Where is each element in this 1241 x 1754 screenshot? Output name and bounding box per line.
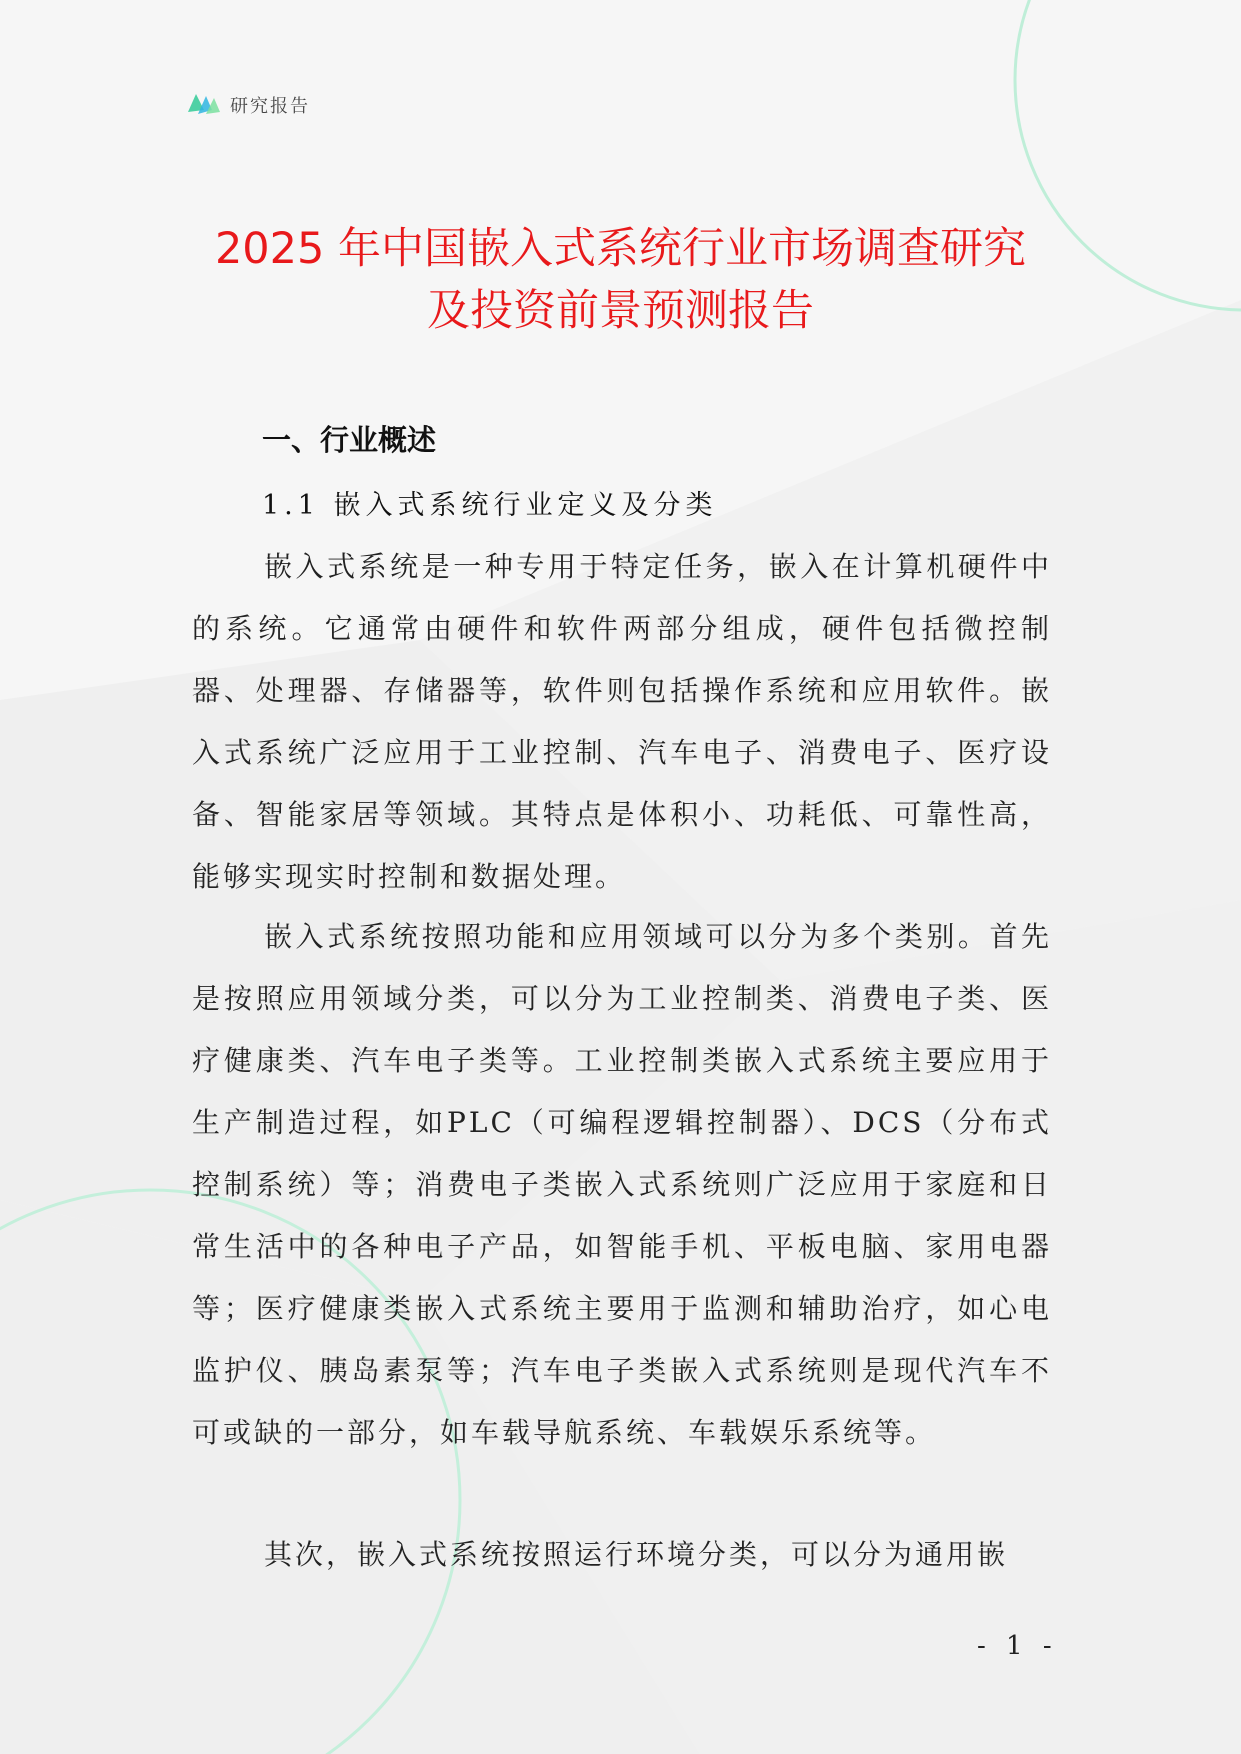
- title-line-2: 及投资前景预测报告: [427, 286, 814, 336]
- subsection-heading: 1.1 嵌入式系统行业定义及分类: [262, 490, 718, 521]
- report-title: [160, 218, 1081, 342]
- report-header: [186, 90, 310, 120]
- paragraph-1: 嵌入式系统是一种专用于特定任务，嵌入在计算机硬件中的系统。它通常由硬件和软件两部分组成，硬件包括微控制器、处理器、存储器等，软件则包括操作系统和应用软件。嵌入式系统广泛应用于工业控制、汽车电子、消费电子、医疗设备、智能家居等领域。其特点是体积小、功耗低、可靠性高，能够实现实时控制和数据处理。: [192, 550, 1052, 893]
- brand-logo-icon: [186, 90, 222, 120]
- section-heading: 一、行业概述: [262, 423, 437, 457]
- header-label: 研究报告: [230, 96, 310, 117]
- paragraph-3: 其次，嵌入式系统按照运行环境分类，可以分为通用嵌: [264, 1538, 1009, 1571]
- page-number: - 1 -: [977, 1631, 1058, 1661]
- title-line-1: 2025 年中国嵌入式系统行业市场调查研究: [214, 224, 1027, 274]
- paragraph-2: 嵌入式系统按照功能和应用领域可以分为多个类别。首先是按照应用领域分类，可以分为工业控制类、消费电子类、医疗健康类、汽车电子类等。工业控制类嵌入式系统主要应用于生产制造过程，如PLC（可编程逻辑控制器）、DCS（分布式控制系统）等；消费电子类嵌入式系统则广泛应用于家庭和日常生活中的各种电子产品，如智能手机、平板电脑、家用电器等；医疗健康类嵌入式系统主要用于监测和辅助治疗，如心电监护仪、胰岛素泵等；汽车电子类嵌入式系统则是现代汽车不可或缺的一部分，如车载导航系统、车载娱乐系统等。: [192, 920, 1052, 1449]
